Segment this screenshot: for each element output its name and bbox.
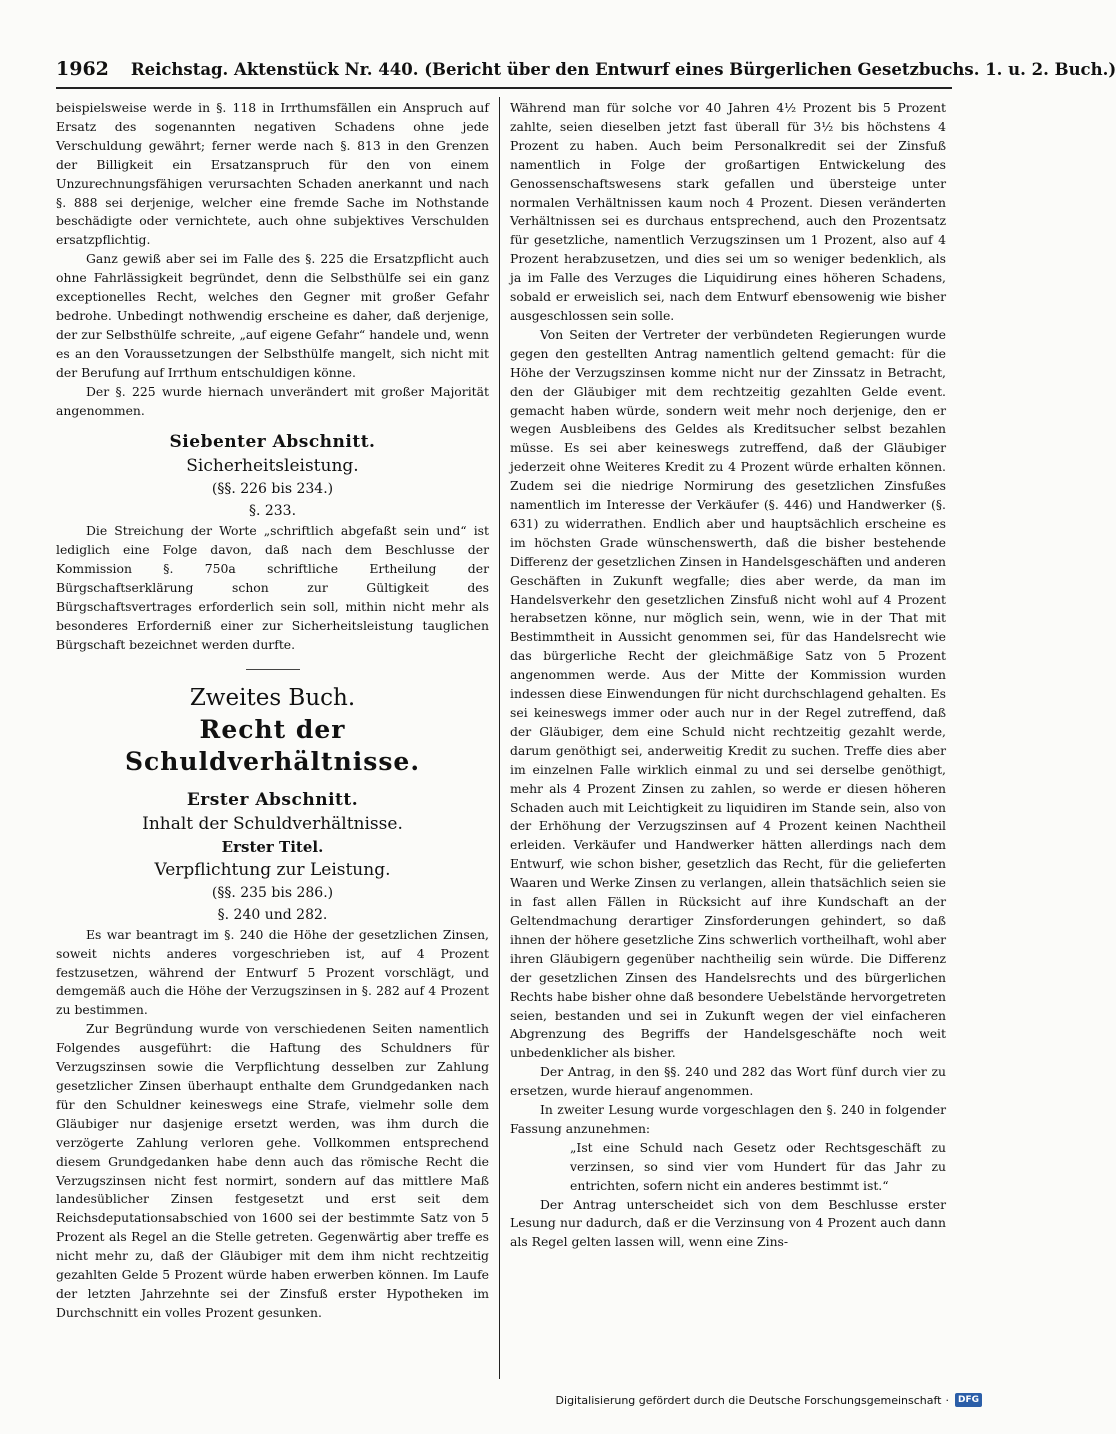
divider [246, 669, 300, 670]
paragraph-number: §. 240 und 282. [217, 906, 328, 923]
paragraph: Der Antrag unterscheidet sich von dem Beschlusse erster Lesung nur dadurch, daß er die Verzinsung von 4 Prozent auch dann als Regel gelten lassen will, wenn eine Zins- [510, 1196, 946, 1250]
book-title: Recht der Schuldverhältnisse. [124, 714, 421, 776]
paragraph: Von Seiten der Vertreter der verbündeten Regierungen wurde gegen den gestellten Antrag namentlich geltend gemacht: für die Höhe der Verzugszinsen komme nicht nur der Zinssatz in Betracht, den der Gläubiger mit dem rechtzeitig gezahlten Gelde event. gemacht haben würde, sondern weit mehr noch derjenige, den er wegen Ausbleibens des Geldes als Kreditsucher selbst bezahlen müsse. Es sei aber keineswegs zutreffend, daß der Gläubiger jederzeit ohne Weiteres Kredit zu 4 Prozent würde erhalten können. Zudem sei die niedrige Normirung des gesetzlichen Zinsfußes namentlich im Interesse der Verkäufer (§. 446) und Handwerker (§. 631) zu widerrathen. Endlich aber und hauptsächlich erscheine es im höchsten Grade wünschenswerth, daß die bisher bestehende Differenz der gesetzlichen Zinsen in Handelsgeschäften und anderen Geschäften in Zukunft wegfalle; dies aber werde, da man im Handelsverkehr den gesetzlichen Zinsfuß nicht wohl auf 4 Prozent herabsetzen könne, nur möglich sein, wenn, wie in der That mit Bestimmtheit in Aussicht genommen sei, für das Handelsrecht wie das bürgerliche Recht der gleichmäßige Satz von 5 Prozent angenommen werde. Aus der Mitte der Kommission wurden indessen diese Einwendungen für nicht durchschlagend gehalten. Es sei keineswegs immer oder auch nur in der Regel zutreffend, daß der Gläubiger, dem eine Schuld nicht rechtzeitig gezahlt werde, darum genöthigt sei, anderweitig Kredit zu suchen. Treffe dies aber im einzelnen Falle wirklich einmal zu und sei derselbe genöthigt, mehr als 4 Prozent Zinsen zu zahlen, so werde er diesen höheren Schaden auch mit Leichtigkeit zu liquidiren im Stande sein, also von der Erhöhung der Verzugszinsen auf 4 Prozent keinen Nachtheil erleiden. Verkäufer und Handwerker hätten allerdings nach dem Entwurf, wie schon bisher, gesetzlich das Recht, für die gelieferten Waaren und Werke Zinsen zu verlangen, allein thatsächlich seien sie in fast allen Fällen in Rücksicht auf ihre Kundschaft an der Geltendmachung derartiger Zinsforderungen gehindert, so daß ihnen der höhere gesetzliche Zins schwerlich vortheilhaft, wohl aber ihren Gläubigern gegenüber nachtheilig sein würde. Die Differenz der gesetzlichen Zinsen des Handelsrechts und des bürgerlichen Rechts habe bisher ohne daß besondere Uebelstände hervorgetreten seien, bestanden und sei in Zukunft wegen der viel einfacheren Abgrenzung des Begriffs der Handelsgeschäfte noch weit unbedenklicher als bisher. [510, 326, 946, 1061]
paragraph: Zur Begründung wurde von verschiedenen Seiten namentlich Folgendes ausgeführt: die Haftung des Schuldners für Verzugszinsen sowie die Verpflichtung desselben zur Zahlung gesetzlicher Zinsen überhaupt enthalte dem Grundgedanken nach für den Schuldner keineswegs eine Strafe, vielmehr solle dem Gläubiger nur dasjenige ersetzt werden, was ihm durch die verzögerte Zahlung verloren gehe. Vollkommen entsprechend diesem Grundgedanken habe denn auch das römische Recht die Verzugszinsen nicht fest normirt, sondern auf das mittlere Maß landesüblicher Zinsen festgesetzt und erst seit dem Reichsdeputationsabschied von 1600 sei der bestimmte Satz von 5 Prozent als Regel an die Stelle getreten. Gegenwärtig aber treffe es nicht mehr zu, daß der Gläubiger mit dem ihm nicht rechtzeitig gezahlten Gelde 5 Prozent würde haben erwerben können. Im Laufe der letzten Jahrzehnte sei der Zinsfuß erster Hypotheken im Durchschnitt ein volles Prozent gesunken. [56, 1021, 489, 1320]
paragraph: Der §. 225 wurde hiernach unverändert mit großer Majorität angenommen. [56, 383, 489, 418]
header-rule [56, 87, 952, 89]
section-heading: Erster Abschnitt. [186, 789, 359, 810]
column-divider [499, 97, 500, 1379]
right-column [510, 99, 946, 1252]
header-title: Reichstag. Aktenstück Nr. 440. (Bericht über den Entwurf eines Bürgerlichen Gesetzbuchs. 1. u. 2. Buch.) [130, 60, 1116, 79]
section-range: (§§. 235 bis 286.) [211, 884, 334, 901]
paragraph-number: §. 233. [248, 503, 297, 520]
dfg-logo-icon: DFG [955, 1393, 982, 1407]
paragraph: Es war beantragt im §. 240 die Höhe der gesetzlichen Zinsen, soweit nichts anderes vorgeschrieben ist, auf 4 Prozent festzusetzen, während der Entwurf 5 Prozent vorschlägt, und demgemäß auch die Höhe der Verzugszinsen in §. 282 auf 4 Prozent zu bestimmen. [56, 926, 489, 1018]
paragraph: Der Antrag, in den §§. 240 und 282 das Wort fünf durch vier zu ersetzen, wurde hierauf angenommen. [510, 1064, 946, 1099]
quoted-text: „Ist eine Schuld nach Gesetz oder Rechtsgeschäft zu verzinsen, so sind vier vom Hundert für das Jahr zu entrichten, sofern nicht ein anderes bestimmt ist.“ [570, 1139, 946, 1193]
title-heading: Erster Titel. [221, 837, 324, 856]
section-subheading: Sicherheitsleistung. [186, 456, 359, 477]
book-heading: Zweites Buch. [189, 684, 356, 711]
footer-credit [556, 1393, 982, 1407]
section-heading: Siebenter Abschnitt. [169, 432, 376, 453]
paragraph: In zweiter Lesung wurde vorgeschlagen den §. 240 in folgender Fassung anzunehmen: [510, 1102, 946, 1136]
paragraph: beispielsweise werde in §. 118 in Irrthumsfällen ein Anspruch auf Ersatz des sogenannten negativen Schadens ohne jede Verschuldung gewährt; ferner werde nach §. 813 in den Grenzen der Billigkeit ein Ersatzanspruch für den von einem Unzurechnungsfähigen verursachten Schaden anerkannt und nach §. 888 sei derjenige, welcher eine fremde Sache im Nothstande beschädigte oder vernichtete, auch ohne subjektives Verschulden ersatzpflichtig. [56, 100, 489, 248]
section-range: (§§. 226 bis 234.) [211, 481, 334, 498]
running-header [56, 58, 1116, 80]
paragraph: Ganz gewiß aber sei im Falle des §. 225 die Ersatzpflicht auch ohne Fahrlässigkeit begründet, denn die Selbsthülfe sei ein ganz exceptionelles Recht, welches den Gegner mit großer Gefahr bedrohe. Unbedingt nothwendig erscheine es daher, daß derjenige, der zur Selbsthülfe schreite, „auf eigene Gefahr“ handele und, wenn es an den Voraussetzungen der Selbsthülfe mangelt, sich nicht mit der Berufung auf Irrthum entschuldigen könne. [56, 251, 489, 380]
page-number: 1962 [56, 58, 109, 80]
section-subheading: Inhalt der Schuldverhältnisse. [142, 813, 403, 834]
paragraph: Während man für solche vor 40 Jahren 4½ Prozent bis 5 Prozent zahlte, seien dieselben jetzt fast überall für 3½ bis höchstens 4 Prozent zu haben. Auch beim Personalkredit sei der Zinsfuß namentlich in Folge der großartigen Entwickelung des Genossenschaftswesens stark gefallen und übersteige unter normalen Verhältnissen kaum noch 4 Prozent. Diesen veränderten Verhältnissen sei es durchaus entsprechend, auch den Prozentsatz für gesetzliche, namentlich Verzugszinsen um 1 Prozent, also auf 4 Prozent herabzusetzen, und dies sei um so weniger bedenklich, als ja im Falle des Verzuges die Liquidirung eines höheren Schadens, sobald er erweislich sei, nach dem Entwurf ebensowenig wie bisher ausgeschlossen sein solle. [510, 100, 946, 323]
paragraph: Die Streichung der Worte „schriftlich abgefaßt sein und“ ist lediglich eine Folge davon, daß nach dem Beschlusse der Kommission §. 750a schriftliche Ertheilung der Bürgschaftserklärung schon zur Gültigkeit des Bürgschaftsvertrages erforderlich sein soll, mithin nicht mehr als besonderes Erforderniß einer zur Sicherheitsleistung tauglichen Bürgschaft bezeichnet werden durfte. [56, 523, 489, 652]
credit-text: Digitalisierung gefördert durch die Deutsche Forschungsgemeinschaft [555, 1393, 942, 1407]
left-column [56, 99, 489, 1323]
separator-dot: · [945, 1393, 949, 1407]
title-subheading: Verpflichtung zur Leistung. [154, 859, 391, 880]
